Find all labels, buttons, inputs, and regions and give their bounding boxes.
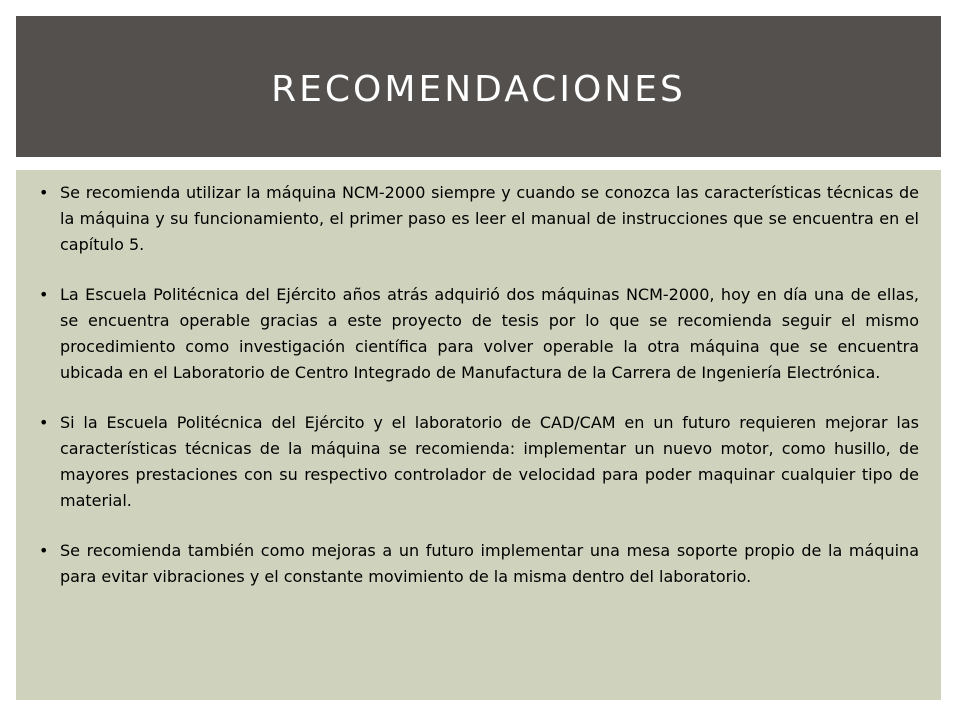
bullet-text: La Escuela Politécnica del Ejército años atrás adquirió dos máquinas NCM-2000, hoy en día una de ellas, se encuentra operable gracias a este proyecto de tesis por lo que se recomienda seguir el mismo procedimiento como investigación científica para volver operable la otra máquina que se encuentra ubicada en el Laboratorio de Centro Integrado de Manufactura de la Carrera de Ingeniería Electrónica. [60,285,919,382]
bullet-item [38,410,919,514]
bullet-text: Se recomienda utilizar la máquina NCM-2000 siempre y cuando se conozca las características técnicas de la máquina y su funcionamiento, el primer paso es leer el manual de instrucciones que se encuentra en el capítulo 5. [60,183,919,254]
bullet-item [38,282,919,386]
bullet-list [38,180,919,590]
bullet-icon: • [39,183,49,202]
bullet-text: Si la Escuela Politécnica del Ejército y el laboratorio de CAD/CAM en un futuro requieren mejorar las características técnicas de la máquina se recomienda: implementar un nuevo motor, como husillo, de mayores prestaciones con su respectivo controlador de velocidad para poder maquinar cualquier tipo de material. [60,413,919,510]
bullet-icon: • [39,285,49,304]
bullet-item [38,538,919,590]
slide-title: RECOMENDACIONES [271,69,686,110]
bullet-icon: • [39,413,49,432]
bullet-icon: • [39,541,49,560]
bullet-item [38,180,919,258]
bullet-text: Se recomienda también como mejoras a un futuro implementar una mesa soporte propio de la máquina para evitar vibraciones y el constante movimiento de la misma dentro del laboratorio. [60,541,919,586]
content-panel [16,170,941,700]
title-bar [16,16,941,157]
